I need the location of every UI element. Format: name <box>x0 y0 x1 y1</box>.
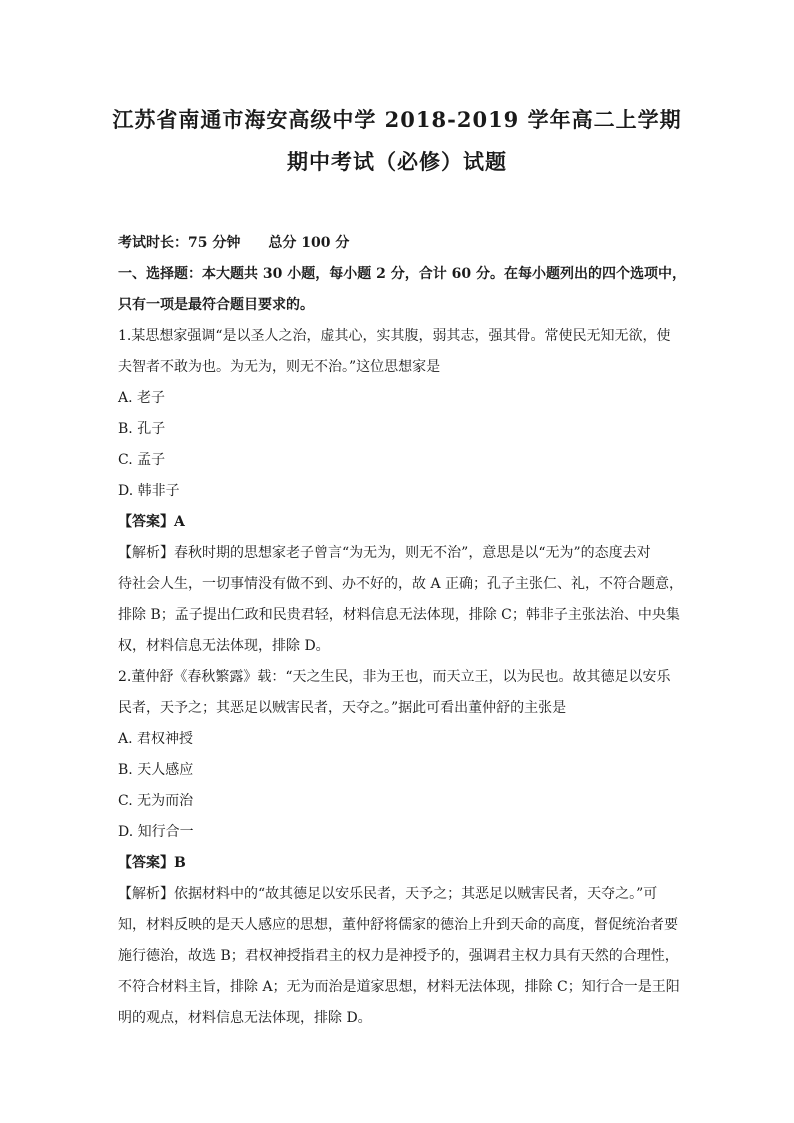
q2-analysis-line: 知，材料反映的是天人感应的思想，董仲舒将儒家的德治上升到天命的高度，督促统治者要 <box>118 917 678 933</box>
q2-option-d: D. 知行合一 <box>118 824 194 840</box>
q1-stem: 1.某思想家强调“是以圣人之治，虚其心，实其腹，弱其志，强其骨。常使民无知无欲，使 <box>118 328 671 344</box>
q1-option-a: A. 老子 <box>118 390 166 406</box>
q1-analysis-line: 待社会人生，一切事情没有做不到、办不好的，故 A 正确；孔子主张仁、礼，不符合题意， <box>118 576 684 592</box>
q1-analysis-line: 【解析】春秋时期的思想家老子曾言“为无为，则无不治”，意思是以“无为”的态度去对 <box>118 545 651 561</box>
title-line-1: 江苏省南通市海安高级中学 2018-2019 学年高二上学期 <box>112 107 682 132</box>
q2-option-b: B. 天人感应 <box>118 762 194 778</box>
exam-info: 考试时长：75 分钟 总分 100 分 <box>118 235 350 251</box>
title-line-2: 期中考试（必修）试题 <box>287 149 507 174</box>
q1-analysis-line: 权，材料信息无法体现，排除 D。 <box>118 638 330 654</box>
q1-analysis-line: 排除 B；孟子提出仁政和民贵君轻，材料信息无法体现，排除 C；韩非子主张法治、中央集 <box>118 607 680 623</box>
q2-analysis-line: 施行德治，故选 B；君权神授指君主的权力是神授予的，强调君主权力具有天然的合理性， <box>118 948 679 964</box>
document-body <box>118 228 686 1034</box>
q1-option-b: B. 孔子 <box>118 421 166 437</box>
section-heading: 一、选择题：本大题共 30 小题，每小题 2 分，合计 60 分。在每小题列出的四个选项中， <box>118 266 686 282</box>
q1-stem-cont: 夫智者不敢为也。为无为，则无不治。”这位思想家是 <box>118 359 441 375</box>
q2-analysis-line: 不符合材料主旨，排除 A；无为而治是道家思想，材料无法体现，排除 C；知行合一是王阳 <box>118 979 680 995</box>
q1-option-c: C. 孟子 <box>118 452 166 468</box>
q1-option-d: D. 韩非子 <box>118 483 180 499</box>
q2-option-c: C. 无为而治 <box>118 793 194 809</box>
q1-answer: 【答案】A <box>118 514 185 530</box>
q2-option-a: A. 君权神授 <box>118 731 194 747</box>
q2-stem: 2.董仲舒《春秋繁露》载：“天之生民，非为王也，而天立王，以为民也。故其德足以安乐 <box>118 669 671 685</box>
q2-answer: 【答案】B <box>118 855 186 871</box>
q2-stem-cont: 民者，天予之；其恶足以贼害民者，天夺之。”据此可看出董仲舒的主张是 <box>118 700 567 716</box>
q2-analysis-line: 明的观点，材料信息无法体现，排除 D。 <box>118 1010 372 1026</box>
section-heading-cont: 只有一项是最符合题目要求的。 <box>118 297 314 313</box>
q2-analysis-line: 【解析】依据材料中的“故其德足以安乐民者，天予之；其恶足以贼害民者，天夺之。”可 <box>118 886 658 902</box>
